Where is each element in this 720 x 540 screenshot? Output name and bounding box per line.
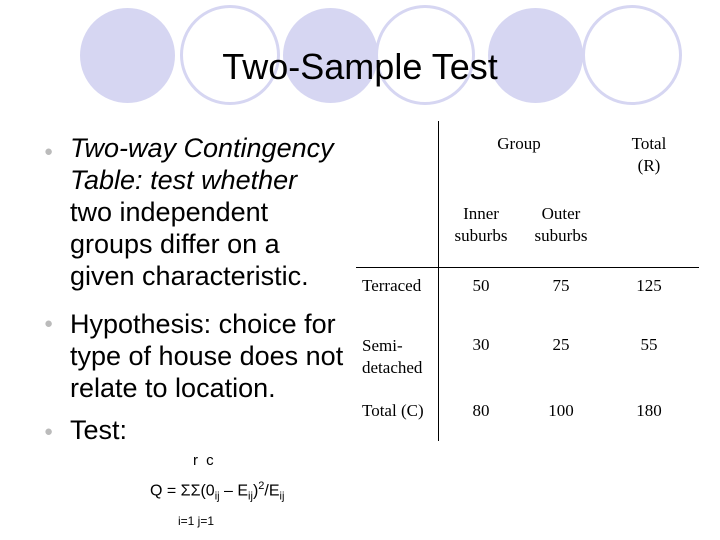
col-inner-label: Inner suburbs bbox=[454, 204, 508, 245]
formula-sub-3: ij bbox=[279, 490, 285, 503]
table-corner-cell bbox=[356, 183, 439, 267]
table-corner-cell bbox=[356, 121, 439, 183]
contingency-table bbox=[356, 121, 699, 441]
formula-middle: – E bbox=[219, 482, 249, 500]
col-inner-suburbs bbox=[439, 183, 524, 267]
group-header: Group bbox=[497, 134, 541, 153]
cell-outer: 25 bbox=[552, 335, 570, 354]
total-r-label: Total (R) bbox=[631, 134, 667, 175]
bullet-1-line-5: given characteristic. bbox=[70, 261, 309, 291]
table-row bbox=[356, 331, 699, 401]
formula-sup: 2 bbox=[258, 480, 265, 492]
bullet-marker: ● bbox=[44, 423, 54, 440]
bullet-3-line-1: Test: bbox=[70, 415, 128, 445]
formula-sub-1: ij bbox=[214, 490, 220, 503]
cell-outer: 100 bbox=[548, 401, 574, 420]
row-label bbox=[356, 331, 439, 401]
row-label: Total (C) bbox=[356, 401, 439, 441]
cell-total: 125 bbox=[636, 275, 662, 295]
table-row bbox=[356, 401, 699, 441]
formula bbox=[150, 480, 284, 503]
table-row bbox=[356, 267, 699, 331]
cell-inner: 30 bbox=[472, 335, 490, 354]
bullet-2-line-2: type of house does not bbox=[70, 341, 344, 371]
bullet-1-line-2: Table: test whether bbox=[70, 165, 298, 195]
slide-title: Two-Sample Test bbox=[222, 46, 498, 87]
cell-outer: 75 bbox=[552, 275, 570, 295]
cell-total: 55 bbox=[640, 335, 658, 354]
col-outer-suburbs bbox=[523, 183, 599, 267]
col-outer-label: Outer suburbs bbox=[534, 204, 588, 245]
bullet-marker: ● bbox=[44, 315, 54, 332]
total-r-header bbox=[599, 121, 699, 183]
bullet-2-line-1: Hypothesis: choice for bbox=[70, 309, 336, 339]
cell-total: 180 bbox=[636, 401, 662, 420]
bullet-3 bbox=[70, 414, 127, 446]
bullet-1-line-4: groups differ on a bbox=[70, 229, 280, 259]
formula-prefix: Q = ΣΣ(0 bbox=[150, 482, 215, 500]
bullet-1-line-3: two independent bbox=[70, 197, 269, 227]
bullet-1-line-1: Two-way Contingency bbox=[70, 133, 334, 163]
bullet-2 bbox=[70, 308, 343, 404]
cell-inner: 50 bbox=[472, 275, 490, 295]
bullet-1 bbox=[70, 132, 334, 292]
row-label: Terraced bbox=[356, 267, 439, 331]
formula-lower-limits: i=1 j=1 bbox=[178, 514, 215, 528]
bullet-2-line-3: relate to location. bbox=[70, 373, 276, 403]
cell-inner: 80 bbox=[472, 401, 490, 420]
formula-upper-limits: r c bbox=[193, 452, 216, 469]
formula-sub-2: ij bbox=[248, 490, 253, 503]
bullet-marker: ● bbox=[44, 143, 54, 160]
formula-close: ) bbox=[252, 482, 259, 500]
table-header-row bbox=[356, 121, 699, 183]
table-subheader-row bbox=[356, 183, 699, 267]
row-label-text: Semi-detached bbox=[362, 336, 423, 377]
table-empty-cell bbox=[599, 183, 699, 267]
formula-slash: /E bbox=[264, 482, 280, 500]
